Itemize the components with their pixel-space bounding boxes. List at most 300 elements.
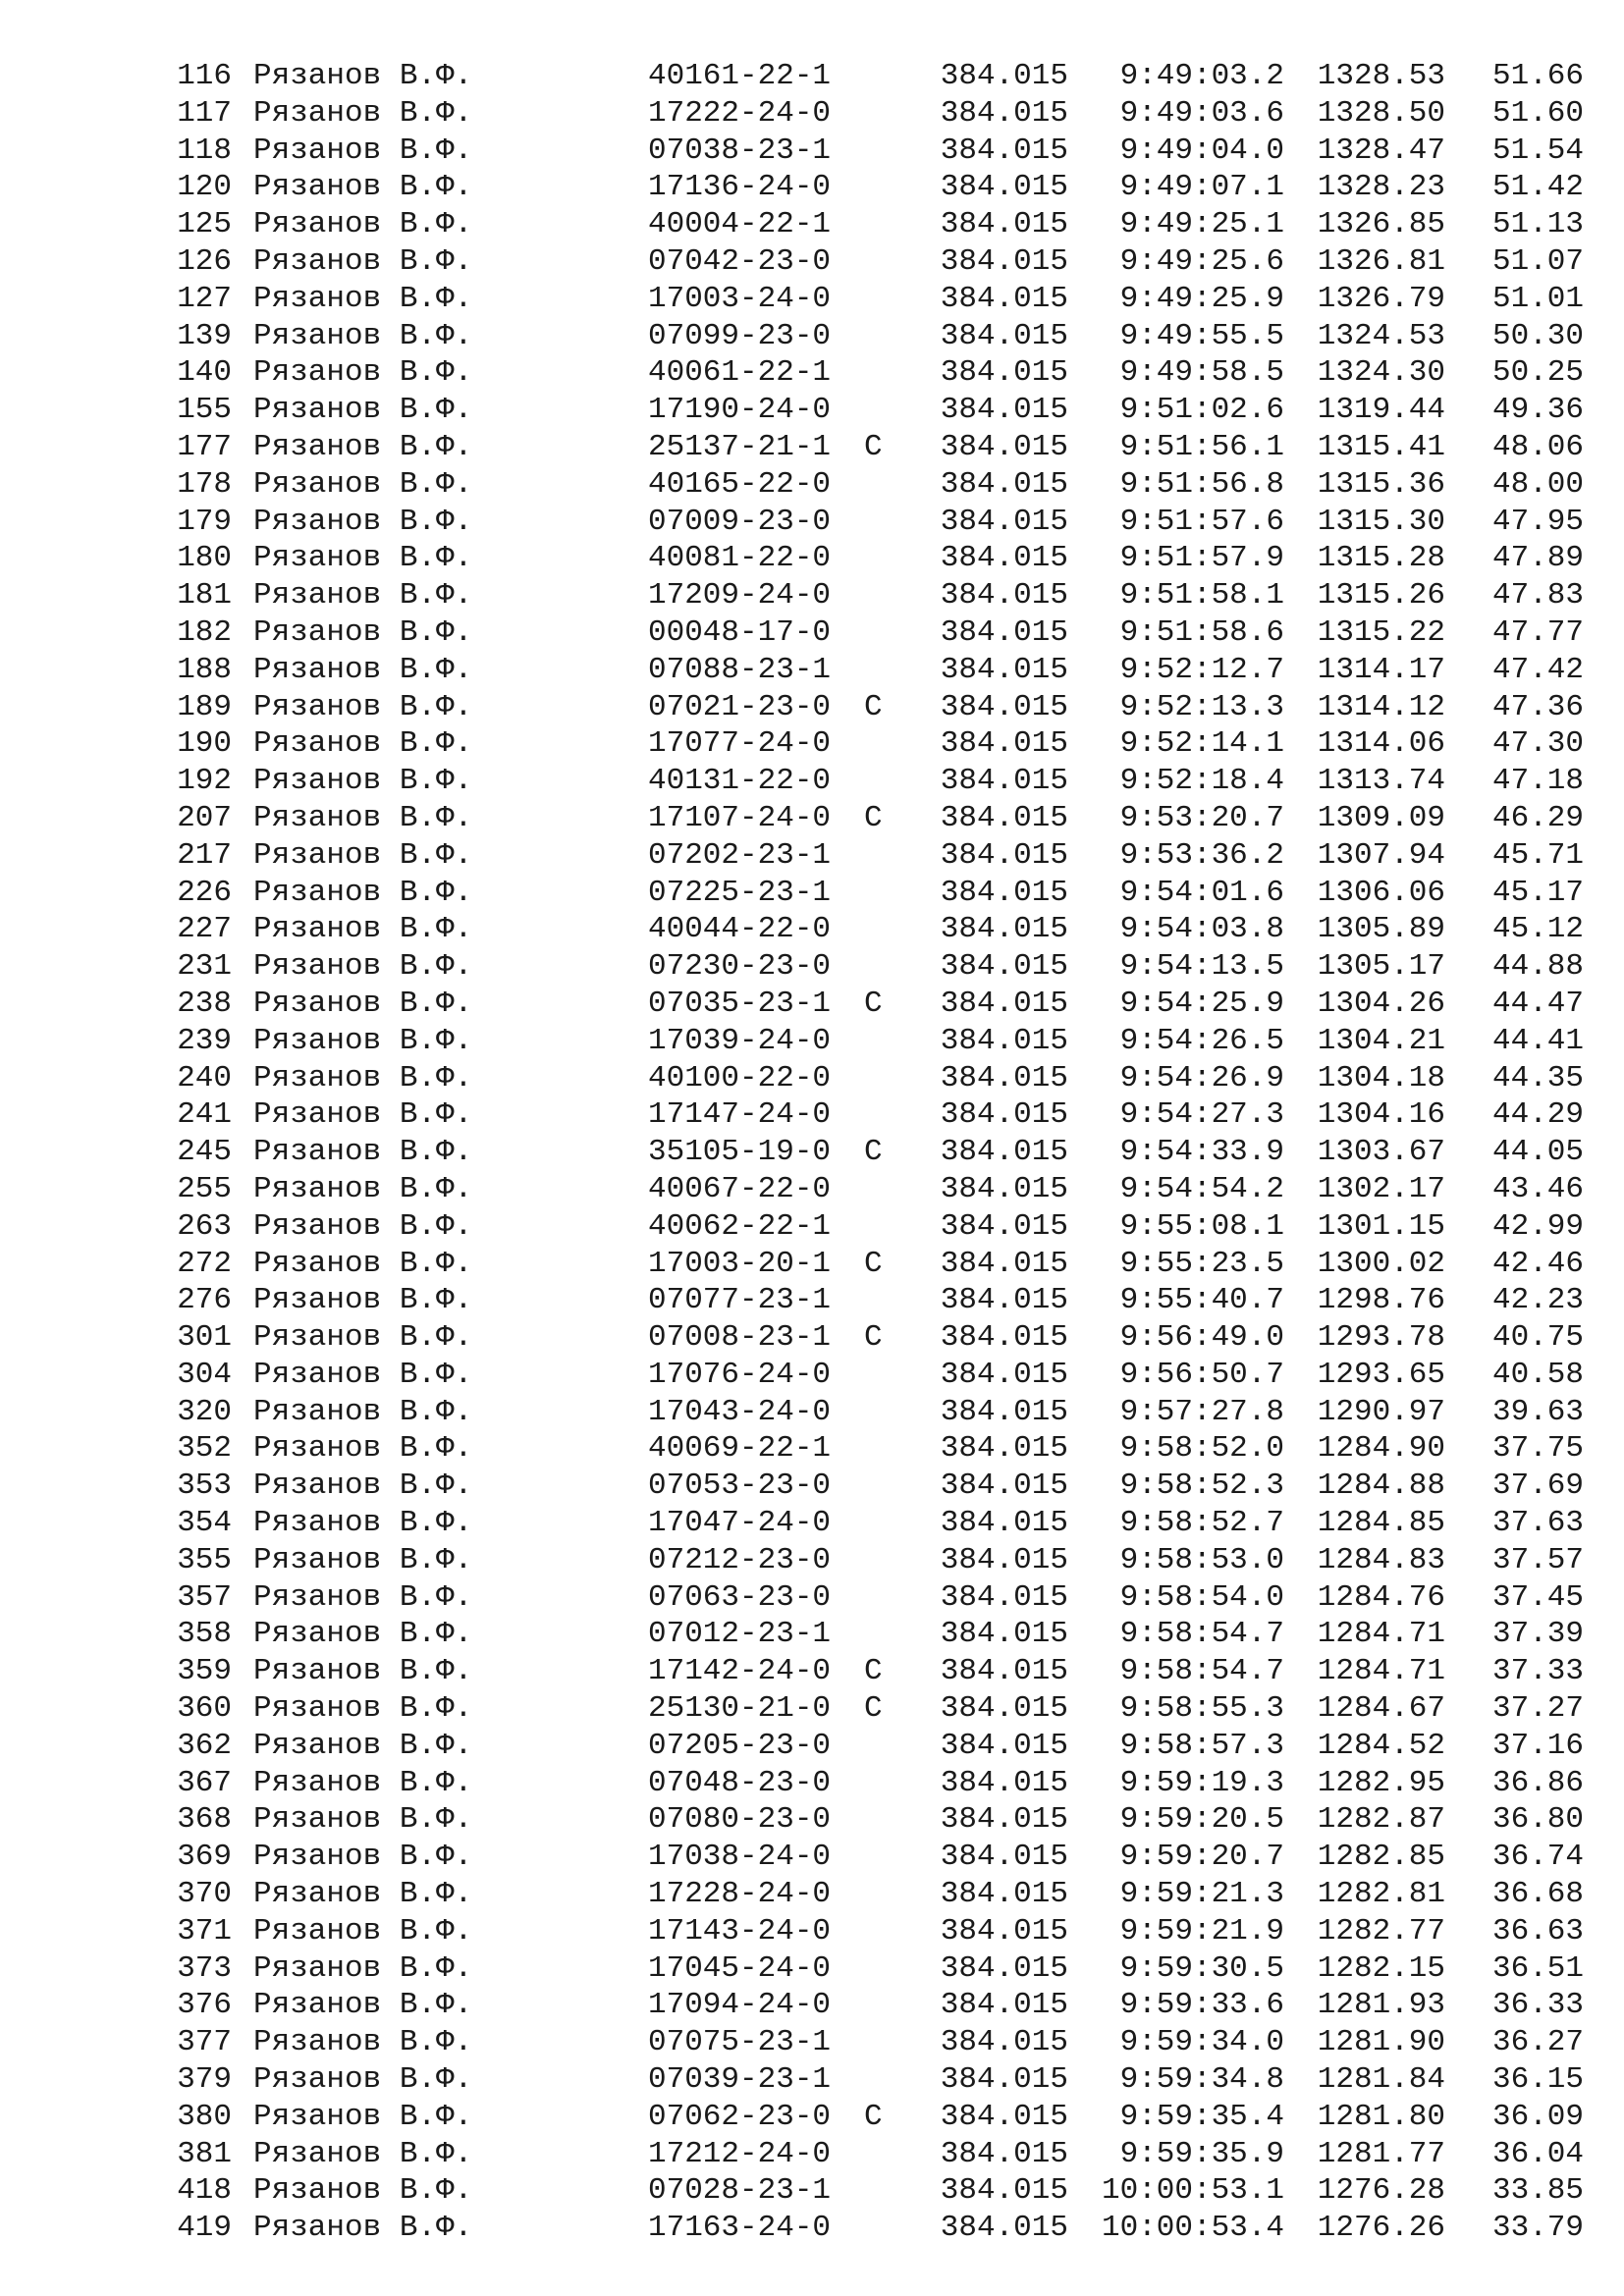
- distance-cell: 384.015: [940, 2099, 1068, 2134]
- speed-cell: 1328.47: [1317, 133, 1445, 168]
- coefficient-cell: 50.30: [1491, 318, 1584, 353]
- result-row: [0, 354, 1624, 392]
- result-row: [0, 800, 1624, 837]
- result-row: [0, 281, 1624, 318]
- arrival-time-cell: 9:52:14.1: [1119, 726, 1284, 762]
- fancier-name-cell: Рязанов В.Ф.: [253, 1023, 473, 1058]
- distance-cell: 384.015: [940, 1802, 1068, 1838]
- ring-number-cell: 17076-24-0: [648, 1357, 832, 1392]
- ring-number-cell: 40165-22-0: [648, 466, 832, 502]
- fancier-name-cell: Рязанов В.Ф.: [253, 1840, 473, 1875]
- fancier-name-cell: Рязанов В.Ф.: [253, 2025, 473, 2060]
- place-cell: 418: [177, 2173, 232, 2209]
- result-row: [0, 1876, 1624, 1913]
- arrival-time-cell: 9:53:20.7: [1119, 800, 1284, 835]
- distance-cell: 384.015: [940, 1097, 1068, 1133]
- arrival-time-cell: 9:54:26.5: [1119, 1023, 1284, 1058]
- arrival-time-cell: 9:59:21.9: [1119, 1913, 1284, 1949]
- arrival-time-cell: 9:54:27.3: [1119, 1097, 1284, 1133]
- result-row: [0, 2061, 1624, 2099]
- result-row: [0, 1950, 1624, 1988]
- arrival-time-cell: 9:51:56.8: [1119, 466, 1284, 502]
- fancier-name-cell: Рязанов В.Ф.: [253, 541, 473, 576]
- ring-number-cell: 07063-23-0: [648, 1579, 832, 1615]
- coefficient-cell: 36.15: [1491, 2062, 1584, 2098]
- result-row: [0, 837, 1624, 875]
- coefficient-cell: 44.88: [1491, 949, 1584, 985]
- place-cell: 373: [177, 1950, 232, 1986]
- place-cell: 231: [177, 949, 232, 985]
- coefficient-cell: 36.51: [1491, 1950, 1584, 1986]
- result-row: [0, 652, 1624, 689]
- coefficient-cell: 51.42: [1491, 170, 1584, 205]
- arrival-time-cell: 9:51:57.9: [1119, 541, 1284, 576]
- speed-cell: 1284.85: [1317, 1506, 1445, 1541]
- ring-number-cell: 07212-23-0: [648, 1542, 832, 1577]
- place-cell: 120: [177, 170, 232, 205]
- distance-cell: 384.015: [940, 1877, 1068, 1912]
- coefficient-cell: 42.23: [1491, 1283, 1584, 1318]
- ring-number-cell: 40069-22-1: [648, 1431, 832, 1467]
- place-cell: 139: [177, 318, 232, 353]
- coefficient-cell: 37.45: [1491, 1579, 1584, 1615]
- speed-cell: 1301.15: [1317, 1208, 1445, 1244]
- fancier-name-cell: Рязанов В.Ф.: [253, 1579, 473, 1615]
- fancier-name-cell: Рязанов В.Ф.: [253, 949, 473, 985]
- place-cell: 240: [177, 1060, 232, 1095]
- ring-number-cell: 17047-24-0: [648, 1506, 832, 1541]
- distance-cell: 384.015: [940, 355, 1068, 391]
- ring-number-cell: 17043-24-0: [648, 1394, 832, 1429]
- place-cell: 179: [177, 504, 232, 539]
- place-cell: 320: [177, 1394, 232, 1429]
- fancier-name-cell: Рязанов В.Ф.: [253, 986, 473, 1021]
- result-row: [0, 1728, 1624, 1765]
- flag-cell: C: [864, 1246, 883, 1281]
- place-cell: 227: [177, 912, 232, 947]
- fancier-name-cell: Рязанов В.Ф.: [253, 59, 473, 93]
- ring-number-cell: 40100-22-0: [648, 1060, 832, 1095]
- fancier-name-cell: Рязанов В.Ф.: [253, 1357, 473, 1392]
- coefficient-cell: 47.18: [1491, 764, 1584, 799]
- arrival-time-cell: 9:54:26.9: [1119, 1060, 1284, 1095]
- speed-cell: 1307.94: [1317, 837, 1445, 873]
- speed-cell: 1284.83: [1317, 1542, 1445, 1577]
- speed-cell: 1315.28: [1317, 541, 1445, 576]
- speed-cell: 1324.30: [1317, 355, 1445, 391]
- speed-cell: 1276.26: [1317, 2211, 1445, 2246]
- ring-number-cell: 17094-24-0: [648, 1988, 832, 2023]
- speed-cell: 1315.36: [1317, 466, 1445, 502]
- arrival-time-cell: 9:54:01.6: [1119, 875, 1284, 910]
- fancier-name-cell: Рязанов В.Ф.: [253, 466, 473, 502]
- place-cell: 188: [177, 652, 232, 687]
- speed-cell: 1293.78: [1317, 1320, 1445, 1356]
- distance-cell: 384.015: [940, 1691, 1068, 1727]
- coefficient-cell: 45.12: [1491, 912, 1584, 947]
- fancier-name-cell: Рязанов В.Ф.: [253, 578, 473, 614]
- ring-number-cell: 17143-24-0: [648, 1913, 832, 1949]
- flag-cell: C: [864, 689, 883, 724]
- place-cell: 182: [177, 614, 232, 650]
- place-cell: 276: [177, 1283, 232, 1318]
- ring-number-cell: 40081-22-0: [648, 541, 832, 576]
- ring-number-cell: 07099-23-0: [648, 318, 832, 353]
- speed-cell: 1282.81: [1317, 1877, 1445, 1912]
- fancier-name-cell: Рязанов В.Ф.: [253, 875, 473, 910]
- distance-cell: 384.015: [940, 800, 1068, 835]
- coefficient-cell: 47.36: [1491, 689, 1584, 724]
- fancier-name-cell: Рязанов В.Ф.: [253, 133, 473, 168]
- place-cell: 379: [177, 2062, 232, 2098]
- coefficient-cell: 43.46: [1491, 1171, 1584, 1206]
- distance-cell: 384.015: [940, 949, 1068, 985]
- ring-number-cell: 17222-24-0: [648, 95, 832, 131]
- ring-number-cell: 07042-23-0: [648, 243, 832, 279]
- place-cell: 367: [177, 1765, 232, 1800]
- fancier-name-cell: Рязанов В.Ф.: [253, 1654, 473, 1689]
- fancier-name-cell: Рязанов В.Ф.: [253, 800, 473, 835]
- distance-cell: 384.015: [940, 578, 1068, 614]
- distance-cell: 384.015: [940, 875, 1068, 910]
- coefficient-cell: 51.13: [1491, 207, 1584, 242]
- ring-number-cell: 40131-22-0: [648, 764, 832, 799]
- fancier-name-cell: Рязанов В.Ф.: [253, 1542, 473, 1577]
- result-row: [0, 1653, 1624, 1690]
- coefficient-cell: 36.63: [1491, 1913, 1584, 1949]
- distance-cell: 384.015: [940, 281, 1068, 316]
- arrival-time-cell: 9:57:27.8: [1119, 1394, 1284, 1429]
- fancier-name-cell: Рязанов В.Ф.: [253, 1691, 473, 1727]
- ring-number-cell: 17107-24-0: [648, 800, 832, 835]
- result-row: [0, 763, 1624, 800]
- result-row: [0, 1208, 1624, 1246]
- coefficient-cell: 37.57: [1491, 1542, 1584, 1577]
- ring-number-cell: 17163-24-0: [648, 2211, 832, 2246]
- flag-cell: C: [864, 429, 883, 464]
- arrival-time-cell: 9:54:03.8: [1119, 912, 1284, 947]
- fancier-name-cell: Рязанов В.Ф.: [253, 95, 473, 131]
- coefficient-cell: 47.83: [1491, 578, 1584, 614]
- result-row: [0, 948, 1624, 986]
- place-cell: 126: [177, 243, 232, 279]
- ring-number-cell: 25130-21-0: [648, 1691, 832, 1727]
- distance-cell: 384.015: [940, 59, 1068, 93]
- fancier-name-cell: Рязанов В.Ф.: [253, 1950, 473, 1986]
- coefficient-cell: 44.29: [1491, 1097, 1584, 1133]
- result-row: [0, 2136, 1624, 2173]
- speed-cell: 1309.09: [1317, 800, 1445, 835]
- distance-cell: 384.015: [940, 133, 1068, 168]
- place-cell: 177: [177, 429, 232, 464]
- arrival-time-cell: 9:49:03.2: [1119, 59, 1284, 93]
- result-row: [0, 1801, 1624, 1839]
- coefficient-cell: 36.04: [1491, 2136, 1584, 2171]
- ring-number-cell: 17039-24-0: [648, 1023, 832, 1058]
- arrival-time-cell: 9:58:52.0: [1119, 1431, 1284, 1467]
- result-row: [0, 1096, 1624, 1134]
- place-cell: 419: [177, 2211, 232, 2246]
- speed-cell: 1305.89: [1317, 912, 1445, 947]
- ring-number-cell: 40004-22-1: [648, 207, 832, 242]
- arrival-time-cell: 9:54:13.5: [1119, 949, 1284, 985]
- place-cell: 362: [177, 1728, 232, 1763]
- distance-cell: 384.015: [940, 1320, 1068, 1356]
- distance-cell: 384.015: [940, 1617, 1068, 1652]
- distance-cell: 384.015: [940, 1135, 1068, 1170]
- speed-cell: 1290.97: [1317, 1394, 1445, 1429]
- fancier-name-cell: Рязанов В.Ф.: [253, 689, 473, 724]
- coefficient-cell: 36.27: [1491, 2025, 1584, 2060]
- speed-cell: 1319.44: [1317, 393, 1445, 428]
- arrival-time-cell: 9:58:52.7: [1119, 1506, 1284, 1541]
- distance-cell: 384.015: [940, 2173, 1068, 2209]
- result-row: [0, 1319, 1624, 1357]
- arrival-time-cell: 9:53:36.2: [1119, 837, 1284, 873]
- fancier-name-cell: Рязанов В.Ф.: [253, 504, 473, 539]
- ring-number-cell: 07062-23-0: [648, 2099, 832, 2134]
- distance-cell: 384.015: [940, 689, 1068, 724]
- place-cell: 190: [177, 726, 232, 762]
- coefficient-cell: 37.69: [1491, 1468, 1584, 1504]
- coefficient-cell: 40.58: [1491, 1357, 1584, 1392]
- result-row: [0, 133, 1624, 170]
- distance-cell: 384.015: [940, 1246, 1068, 1281]
- place-cell: 189: [177, 689, 232, 724]
- ring-number-cell: 07080-23-0: [648, 1802, 832, 1838]
- speed-cell: 1276.28: [1317, 2173, 1445, 2209]
- ring-number-cell: 07012-23-1: [648, 1617, 832, 1652]
- speed-cell: 1281.80: [1317, 2099, 1445, 2134]
- place-cell: 272: [177, 1246, 232, 1281]
- fancier-name-cell: Рязанов В.Ф.: [253, 2062, 473, 2098]
- speed-cell: 1304.16: [1317, 1097, 1445, 1133]
- ring-number-cell: 17077-24-0: [648, 726, 832, 762]
- coefficient-cell: 36.86: [1491, 1765, 1584, 1800]
- result-row: [0, 725, 1624, 763]
- arrival-time-cell: 9:51:57.6: [1119, 504, 1284, 539]
- coefficient-cell: 44.35: [1491, 1060, 1584, 1095]
- speed-cell: 1305.17: [1317, 949, 1445, 985]
- place-cell: 255: [177, 1171, 232, 1206]
- coefficient-cell: 51.60: [1491, 95, 1584, 131]
- ring-number-cell: 07035-23-1: [648, 986, 832, 1021]
- fancier-name-cell: Рязанов В.Ф.: [253, 318, 473, 353]
- coefficient-cell: 47.77: [1491, 614, 1584, 650]
- speed-cell: 1326.85: [1317, 207, 1445, 242]
- distance-cell: 384.015: [940, 1728, 1068, 1763]
- coefficient-cell: 42.46: [1491, 1246, 1584, 1281]
- place-cell: 381: [177, 2136, 232, 2171]
- arrival-time-cell: 9:59:33.6: [1119, 1988, 1284, 2023]
- ring-number-cell: 07021-23-0: [648, 689, 832, 724]
- ring-number-cell: 40062-22-1: [648, 1208, 832, 1244]
- place-cell: 127: [177, 281, 232, 316]
- arrival-time-cell: 9:59:35.4: [1119, 2099, 1284, 2134]
- place-cell: 207: [177, 800, 232, 835]
- fancier-name-cell: Рязанов В.Ф.: [253, 2136, 473, 2171]
- speed-cell: 1281.77: [1317, 2136, 1445, 2171]
- ring-number-cell: 07077-23-1: [648, 1283, 832, 1318]
- speed-cell: 1304.21: [1317, 1023, 1445, 1058]
- coefficient-cell: 45.71: [1491, 837, 1584, 873]
- result-row: [0, 1839, 1624, 1876]
- speed-cell: 1304.26: [1317, 986, 1445, 1021]
- result-row: [0, 689, 1624, 726]
- result-row: [0, 2099, 1624, 2136]
- arrival-time-cell: 9:49:03.6: [1119, 95, 1284, 131]
- fancier-name-cell: Рязанов В.Ф.: [253, 1171, 473, 1206]
- ring-number-cell: 40061-22-1: [648, 355, 832, 391]
- place-cell: 355: [177, 1542, 232, 1577]
- arrival-time-cell: 10:00:53.1: [1101, 2173, 1284, 2209]
- place-cell: 116: [177, 59, 232, 93]
- distance-cell: 384.015: [940, 1950, 1068, 1986]
- coefficient-cell: 37.27: [1491, 1691, 1584, 1727]
- fancier-name-cell: Рязанов В.Ф.: [253, 1283, 473, 1318]
- ring-number-cell: 17045-24-0: [648, 1950, 832, 1986]
- coefficient-cell: 37.75: [1491, 1431, 1584, 1467]
- distance-cell: 384.015: [940, 764, 1068, 799]
- coefficient-cell: 51.54: [1491, 133, 1584, 168]
- arrival-time-cell: 9:59:20.5: [1119, 1802, 1284, 1838]
- ring-number-cell: 17147-24-0: [648, 1097, 832, 1133]
- ring-number-cell: 17228-24-0: [648, 1877, 832, 1912]
- arrival-time-cell: 9:59:19.3: [1119, 1765, 1284, 1800]
- speed-cell: 1284.52: [1317, 1728, 1445, 1763]
- fancier-name-cell: Рязанов В.Ф.: [253, 1468, 473, 1504]
- speed-cell: 1284.71: [1317, 1617, 1445, 1652]
- ring-number-cell: 07205-23-0: [648, 1728, 832, 1763]
- arrival-time-cell: 9:52:12.7: [1119, 652, 1284, 687]
- speed-cell: 1282.77: [1317, 1913, 1445, 1949]
- coefficient-cell: 40.75: [1491, 1320, 1584, 1356]
- result-row: [0, 1913, 1624, 1950]
- fancier-name-cell: Рязанов В.Ф.: [253, 1765, 473, 1800]
- result-row: [0, 875, 1624, 912]
- distance-cell: 384.015: [940, 2211, 1068, 2246]
- coefficient-cell: 47.42: [1491, 652, 1584, 687]
- result-row: [0, 1579, 1624, 1617]
- fancier-name-cell: Рязанов В.Ф.: [253, 2099, 473, 2134]
- distance-cell: 384.015: [940, 726, 1068, 762]
- place-cell: 238: [177, 986, 232, 1021]
- fancier-name-cell: Рязанов В.Ф.: [253, 1988, 473, 2023]
- speed-cell: 1300.02: [1317, 1246, 1445, 1281]
- place-cell: 369: [177, 1840, 232, 1875]
- distance-cell: 384.015: [940, 1468, 1068, 1504]
- ring-number-cell: 07088-23-1: [648, 652, 832, 687]
- ring-number-cell: 07009-23-0: [648, 504, 832, 539]
- coefficient-cell: 47.95: [1491, 504, 1584, 539]
- fancier-name-cell: Рязанов В.Ф.: [253, 912, 473, 947]
- distance-cell: 384.015: [940, 1988, 1068, 2023]
- fancier-name-cell: Рязанов В.Ф.: [253, 1431, 473, 1467]
- result-row: [0, 1060, 1624, 1097]
- speed-cell: 1282.85: [1317, 1840, 1445, 1875]
- result-row: [0, 58, 1624, 95]
- coefficient-cell: 37.63: [1491, 1506, 1584, 1541]
- result-row: [0, 1282, 1624, 1319]
- ring-number-cell: 07028-23-1: [648, 2173, 832, 2209]
- speed-cell: 1326.79: [1317, 281, 1445, 316]
- place-cell: 118: [177, 133, 232, 168]
- place-cell: 239: [177, 1023, 232, 1058]
- coefficient-cell: 51.66: [1491, 59, 1584, 93]
- place-cell: 181: [177, 578, 232, 614]
- ring-number-cell: 00048-17-0: [648, 614, 832, 650]
- coefficient-cell: 48.00: [1491, 466, 1584, 502]
- fancier-name-cell: Рязанов В.Ф.: [253, 1506, 473, 1541]
- arrival-time-cell: 9:59:30.5: [1119, 1950, 1284, 1986]
- coefficient-cell: 51.01: [1491, 281, 1584, 316]
- arrival-time-cell: 9:49:07.1: [1119, 170, 1284, 205]
- distance-cell: 384.015: [940, 1208, 1068, 1244]
- distance-cell: 384.015: [940, 243, 1068, 279]
- coefficient-cell: 49.36: [1491, 393, 1584, 428]
- ring-number-cell: 17003-20-1: [648, 1246, 832, 1281]
- coefficient-cell: 36.68: [1491, 1877, 1584, 1912]
- coefficient-cell: 33.79: [1491, 2211, 1584, 2246]
- fancier-name-cell: Рязанов В.Ф.: [253, 837, 473, 873]
- speed-cell: 1284.90: [1317, 1431, 1445, 1467]
- place-cell: 304: [177, 1357, 232, 1392]
- distance-cell: 384.015: [940, 1542, 1068, 1577]
- coefficient-cell: 33.85: [1491, 2173, 1584, 2209]
- arrival-time-cell: 9:55:08.1: [1119, 1208, 1284, 1244]
- distance-cell: 384.015: [940, 1431, 1068, 1467]
- ring-number-cell: 17003-24-0: [648, 281, 832, 316]
- speed-cell: 1313.74: [1317, 764, 1445, 799]
- fancier-name-cell: Рязанов В.Ф.: [253, 243, 473, 279]
- distance-cell: 384.015: [940, 95, 1068, 131]
- place-cell: 353: [177, 1468, 232, 1504]
- result-row: [0, 1468, 1624, 1505]
- result-row: [0, 318, 1624, 355]
- speed-cell: 1281.84: [1317, 2062, 1445, 2098]
- speed-cell: 1284.67: [1317, 1691, 1445, 1727]
- result-row: [0, 206, 1624, 243]
- arrival-time-cell: 9:58:57.3: [1119, 1728, 1284, 1763]
- distance-cell: 384.015: [940, 2025, 1068, 2060]
- place-cell: 371: [177, 1913, 232, 1949]
- result-row: [0, 1430, 1624, 1468]
- arrival-time-cell: 9:56:49.0: [1119, 1320, 1284, 1356]
- coefficient-cell: 44.47: [1491, 986, 1584, 1021]
- place-cell: 192: [177, 764, 232, 799]
- ring-number-cell: 07008-23-1: [648, 1320, 832, 1356]
- distance-cell: 384.015: [940, 986, 1068, 1021]
- distance-cell: 384.015: [940, 466, 1068, 502]
- ring-number-cell: 35105-19-0: [648, 1135, 832, 1170]
- arrival-time-cell: 9:54:54.2: [1119, 1171, 1284, 1206]
- distance-cell: 384.015: [940, 1357, 1068, 1392]
- flag-cell: C: [864, 1135, 883, 1170]
- result-row: [0, 504, 1624, 541]
- place-cell: 354: [177, 1506, 232, 1541]
- result-row: [0, 1023, 1624, 1060]
- distance-cell: 384.015: [940, 393, 1068, 428]
- distance-cell: 384.015: [940, 1765, 1068, 1800]
- distance-cell: 384.015: [940, 1023, 1068, 1058]
- coefficient-cell: 37.39: [1491, 1617, 1584, 1652]
- coefficient-cell: 36.74: [1491, 1840, 1584, 1875]
- speed-cell: 1282.87: [1317, 1802, 1445, 1838]
- coefficient-cell: 42.99: [1491, 1208, 1584, 1244]
- coefficient-cell: 47.30: [1491, 726, 1584, 762]
- fancier-name-cell: Рязанов В.Ф.: [253, 1208, 473, 1244]
- arrival-time-cell: 9:58:52.3: [1119, 1468, 1284, 1504]
